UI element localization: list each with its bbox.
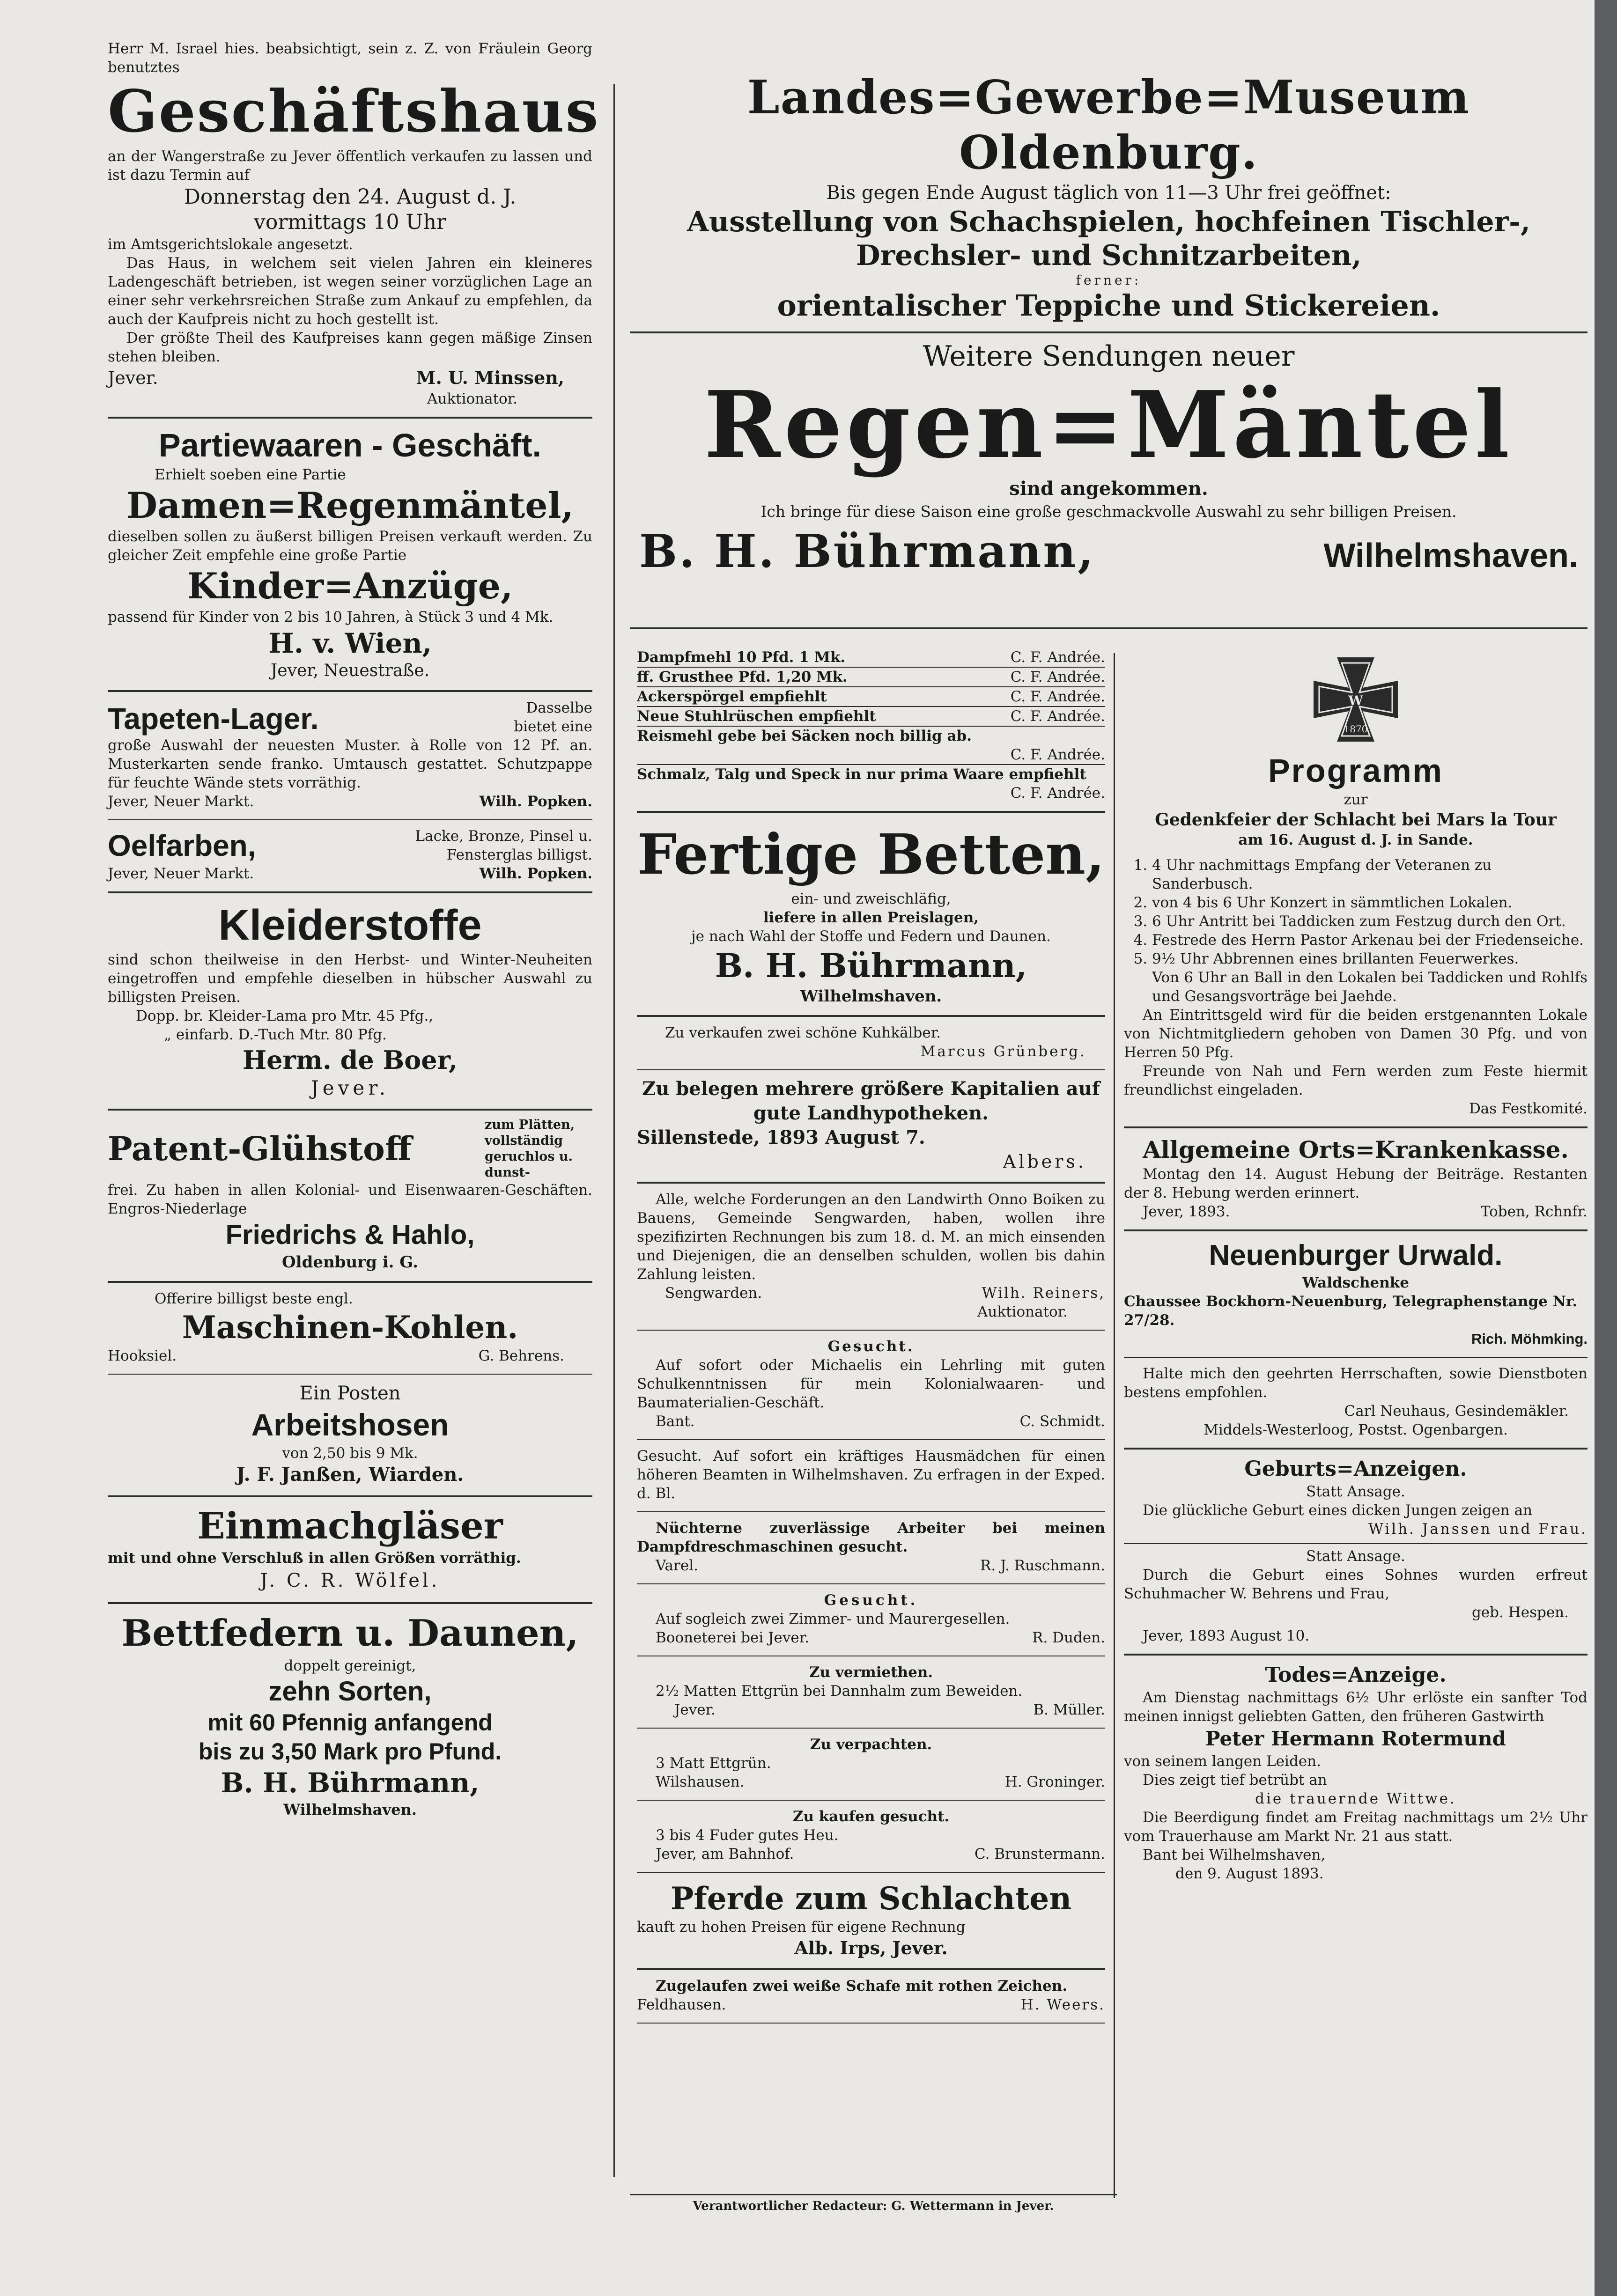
ad-tapeten (108, 692, 592, 820)
rm-l1: Weitere Sendungen neuer (923, 340, 1295, 373)
pr-zur: zur (1344, 791, 1368, 808)
ad-kuhkaelber (637, 1017, 1105, 1070)
scan-edge (1595, 0, 1617, 2296)
ad-zu-verpachten (637, 1729, 1105, 1801)
ps-body: kauft zu hohen Preisen für eigene Rechnung (637, 1919, 966, 1935)
ga2-body: Durch die Geburt eines Sohnes wurden erfreut Schuhmacher W. Behrens und Frau, (1124, 1567, 1587, 1602)
zk-body: 3 bis 4 Fuder gutes Heu. (656, 1827, 839, 1844)
ks-l1: Dopp. br. Kleider-Lama pro Mtr. 45 Pfg., (136, 1008, 434, 1024)
museum-hours: Bis gegen Ende August täglich von 11—3 Uhr frei geöffnet: (826, 182, 1391, 204)
mk-place: Hooksiel. (108, 1347, 177, 1364)
ar-place: Varel. (656, 1557, 698, 1574)
ks-title: Kleiderstoffe (218, 901, 482, 949)
eg-title: Einmachgläser (197, 1505, 503, 1547)
zv-body: 2½ Matten Ettgrün bei Dannhalm zum Beweiden. (656, 1683, 1023, 1700)
pr-item-3: 3. 6 Uhr Antritt bei Taddicken zum Festzug durch den Ort. (1152, 912, 1587, 931)
ad-maschinen-kohlen (108, 1283, 592, 1375)
pr-item-4: 4. Festrede des Herrn Pastor Arkenau bei der Friedenseiche. (1152, 931, 1587, 949)
kap-sign: Albers. (1003, 1151, 1086, 1172)
ge1-body: Auf sofort oder Michaelis ein Lehrling mit guten Schulkenntnissen für mein Kolonialwaaren- und Baumaterialien-Geschäft. (637, 1357, 1105, 1411)
ta-name: Peter Hermann Rotermund (1205, 1727, 1506, 1750)
pr-invite: Freunde von Nah und Fern werden zum Feste hiermit freundlichst eingeladen. (1124, 1063, 1587, 1098)
ad-gesucht-lehrling (637, 1331, 1105, 1440)
gh-date: Donnerstag den 24. August d. J. (184, 185, 517, 209)
ta-body: Am Dienstag nachmittags 6½ Uhr erlöste ein sanfter Tod meinen innigst geliebten Gatten, den früheren Gastwirth (1124, 1689, 1587, 1725)
andree-5: Reismehl gebe bei Säcken noch billig ab. (637, 728, 972, 744)
ah-sign: J. F. Janßen, Wiarden. (236, 1464, 464, 1486)
andree-6: Schmalz, Talg und Speck in nur prima Waare empfiehlt (637, 766, 1086, 783)
ad-pferde (637, 1873, 1105, 1970)
fb-name: B. H. Bührmann, (715, 946, 1027, 985)
zv-place: Jever. (674, 1701, 716, 1718)
ad-arbeitshosen (108, 1375, 592, 1497)
nu-sign: Rich. Möhmking. (1471, 1331, 1587, 1347)
pw-addr: Jever, Neuestraße. (270, 661, 430, 680)
gs-place: Middels-Westerloog, Postst. Ogenbargen. (1204, 1421, 1508, 1438)
ah-title: Arbeitshosen (251, 1407, 449, 1442)
gh-sign: M. U. Minssen, (416, 367, 564, 388)
ga-date: Jever, 1893 August 10. (1143, 1627, 1310, 1644)
andree-sign-6: C. F. Andrée. (1010, 785, 1105, 802)
ps-title: Pferde zum Schlachten (670, 1880, 1072, 1917)
gh-title: Geschäftshaus (108, 78, 600, 146)
andree-2: ff. Grusthee Pfd. 1,20 Mk. (637, 669, 848, 685)
ad-schafe (637, 1970, 1105, 2024)
ks-l2: „ einfarb. D.-Tuch Mtr. 80 Pfg. (164, 1026, 387, 1043)
pr-entry: An Eintrittsgeld wird für die beiden erstgenannten Lokale von Nichtmitgliedern gehoben von Damen 30 Pfg. und von Herren 50 Pfg. (1124, 1007, 1587, 1061)
pg-name: Friedrichs & Hahlo, (225, 1220, 475, 1250)
of-place: Jever, Neuer Markt. (108, 865, 254, 882)
andree-sign-1: C. F. Andrée. (1010, 649, 1105, 666)
rm-name: B. H. Bührmann, (639, 525, 1095, 578)
of-title: Oelfarben, (108, 829, 256, 862)
fb-l1: ein- und zweischläfig, (791, 890, 951, 907)
andree-1: Dampfmehl 10 Pfd. 1 Mk. (637, 649, 846, 666)
sc-place: Feldhausen. (637, 1996, 726, 2013)
bd-l4: bis zu 3,50 Mark pro Pfund. (198, 1738, 502, 1765)
ad-gesucht-hausmaedchen (637, 1440, 1105, 1512)
column-rule-right (1114, 653, 1115, 2198)
gh-intro: Herr M. Israel hies. beabsichtigt, sein z. Z. von Fräulein Georg benutztes (108, 40, 592, 76)
ta-l3: die trauernde Wittwe. (1255, 1790, 1456, 1807)
ge3-body: Auf sogleich zwei Zimmer- und Maurergesellen. (656, 1611, 1010, 1627)
ad-zu-vermiethen (637, 1656, 1105, 1729)
rm-big: Regen=Mäntel (704, 371, 1514, 479)
kk-l1: Zu verkaufen zwei schöne Kuhkälber. (665, 1024, 941, 1041)
gh-body4: Der größte Theil des Kaufpreises kann gegen mäßige Zinsen stehen bleiben. (108, 330, 592, 365)
andree-sign-2: C. F. Andrée. (1010, 669, 1105, 685)
top-ad-rule (630, 627, 1587, 629)
pw-body1: dieselben sollen zu äußerst billigen Preisen verkauft werden. Zu gleicher Zeit empfehle eine große Partie (108, 528, 592, 564)
pr-item-1: 1. 4 Uhr nachmittags Empfang der Veteranen zu Sanderbusch. (1152, 856, 1587, 893)
ad-kapitalien (637, 1070, 1105, 1184)
ta-title: Todes=Anzeige. (1265, 1663, 1447, 1687)
ge2-body: Gesucht. Auf sofort ein kräftiges Hausmädchen für einen höheren Beamten in Wilhelmshaven. Zu erfragen in der Exped. d. Bl. (637, 1448, 1105, 1502)
andree-3: Ackerspörgel empfiehlt (637, 688, 827, 705)
ga1-body: Die glückliche Geburt eines dicken Jungen zeigen an (1143, 1502, 1533, 1519)
cross-mark: W (1348, 693, 1363, 708)
museum-exh1: Ausstellung von Schachspielen, hochfeinen Tischler-, Drechsler- und Schnitzarbeiten, (687, 206, 1530, 272)
zp-sign: H. Groninger. (1004, 1774, 1105, 1790)
ok-body: Montag den 14. August Hebung der Beiträge. Restanten der 8. Hebung werden erinnert. (1124, 1166, 1587, 1201)
ta-l1: von seinem langen Leiden. (1124, 1753, 1321, 1770)
of-sign: Wilh. Popken. (479, 865, 592, 882)
pr-ball: Von 6 Uhr an Ball in den Lokalen bei Taddicken und Rohlfs und Gesangsvorträge bei Jaehde. (1152, 969, 1587, 1005)
ah-l1: Ein Posten (299, 1383, 401, 1404)
column-one (108, 33, 600, 1828)
ga2-sign: geb. Hespen. (1471, 1604, 1569, 1621)
column-rule-left (613, 84, 615, 2177)
column-three (1124, 641, 1587, 1891)
gh-body1: an der Wangerstraße zu Jever öffentlich verkaufen zu lassen und ist dazu Termin auf (108, 148, 592, 184)
museum-exh2: orientalischer Teppiche und Stickereien. (777, 288, 1440, 323)
gh-body3: Das Haus, in welchem seit vielen Jahren ein kleineres Ladengeschäft betrieben, ist wegen seiner vorzüglichen Lage an einer sehr verkehrsreichen Straße zum Ankauf zu empfehlen, da auch der Kaufpreis nicht zu hoch gestellt ist. (108, 255, 592, 328)
fo-role: Auktionator. (977, 1303, 1068, 1320)
andree-sign-4: C. F. Andrée. (1010, 708, 1105, 725)
nu-addr: Chaussee Bockhorn-Neuenburg, Telegraphenstange Nr. 27/28. (1124, 1293, 1578, 1329)
andree-sign-3: C. F. Andrée. (1010, 688, 1105, 705)
andree-sign-5: C. F. Andrée. (1010, 746, 1105, 763)
zp-body: 3 Matt Ettgrün. (656, 1755, 771, 1772)
ad-museum (630, 70, 1587, 333)
pr-item-2: 2. von 4 bis 6 Uhr Konzert in sämmtlichen Lokalen. (1152, 893, 1587, 912)
rm-l3: Ich bringe für diese Saison eine große geschmackvolle Auswahl zu sehr billigen Preisen. (761, 502, 1457, 521)
ta-l2: Dies zeigt tief betrübt an (1143, 1772, 1327, 1788)
fo-body: Alle, welche Forderungen an den Landwirth Onno Boiken zu Bauens, Gemeinde Sengwarden, haben, wollen ihre spezifizirten Rechnungen bis zum 18. d. M. an mich einsenden und Diejenigen, die an denselben schulden, wollen bis dahin Zahlung leisten. (637, 1191, 1105, 1283)
rm-place: Wilhelmshaven. (1323, 537, 1578, 574)
kap-l2: Sillenstede, 1893 August 7. (637, 1126, 925, 1148)
ks-place: Jever. (310, 1076, 390, 1099)
pw-body2: passend für Kinder von 2 bis 10 Jahren, à Stück 3 und 4 Mk. (108, 609, 554, 626)
gh-time: vormittags 10 Uhr (254, 210, 446, 234)
eg-body: mit und ohne Verschluß in allen Größen vorräthig. (108, 1550, 521, 1567)
fo-place: Sengwarden. (665, 1285, 762, 1302)
tp-side: Dasselbe bietet eine (514, 699, 592, 735)
ge1-sign: C. Schmidt. (1019, 1413, 1105, 1430)
pw-name: H. v. Wien, (268, 627, 432, 659)
kap-l1: Zu belegen mehrere größere Kapitalien auf gute Landhypotheken. (642, 1078, 1100, 1124)
rm-l2: sind angekommen. (1009, 478, 1208, 500)
pw-big2: Kinder=Anzüge, (187, 565, 513, 607)
bd-l1: doppelt gereinigt, (284, 1657, 416, 1674)
ga2-h: Statt Ansage. (1306, 1548, 1405, 1565)
zv-h: Zu vermiethen. (809, 1664, 933, 1681)
iron-cross-icon (1309, 653, 1403, 746)
of-side: Lacke, Bronze, Pinsel u. Fensterglas billigst. (415, 828, 592, 863)
zk-place: Jever, am Bahnhof. (656, 1846, 794, 1862)
bd-l3: mit 60 Pfennig anfangend (207, 1709, 493, 1736)
mk-sign: G. Behrens. (478, 1347, 564, 1364)
andree-4: Neue Stuhlrüschen empfiehlt (637, 708, 876, 725)
ge1-h: Gesucht. (827, 1338, 915, 1355)
museum-ferner: ferner: (1076, 272, 1142, 288)
pg-place: Oldenburg i. G. (282, 1253, 418, 1272)
fo-sign: Wilh. Reiners, (982, 1285, 1105, 1302)
ge1-place: Bant. (656, 1413, 695, 1430)
fb-l3: je nach Wahl der Stoffe und Federn und Daunen. (691, 928, 1051, 945)
nu-sub: Waldschenke (1302, 1274, 1409, 1291)
column-two (637, 641, 1105, 2024)
ge3-place: Booneterei bei Jever. (656, 1629, 810, 1646)
ks-name: Herm. de Boer, (243, 1045, 458, 1075)
ad-todesanzeige (1124, 1656, 1587, 1891)
ok-place: Jever, 1893. (1143, 1203, 1230, 1220)
bd-title: Bettfedern u. Daunen, (121, 1612, 579, 1655)
ad-andree (637, 641, 1105, 813)
pr-sign: Das Festkomité. (1469, 1100, 1587, 1117)
ar-body: Nüchterne zuverlässige Arbeiter bei meinen Dampfdreschmaschinen gesucht. (637, 1520, 1105, 1555)
ks-body: sind schon theilweise in den Herbst- und Winter-Neuheiten eingetroffen und empfehle dieselben in hübscher Auswahl zu billigsten Preisen. (108, 951, 592, 1006)
eg-sign: J. C. R. Wölfel. (260, 1570, 440, 1591)
tp-body: große Auswahl der neuesten Muster. à Rolle von 12 Pf. an. Musterkarten sende franko. Umtausch gestattet. Schutzpappe für feuchte Wände stets vorräthig. (108, 737, 592, 791)
ad-einmachglaeser (108, 1497, 592, 1604)
pg-body: frei. Zu haben in allen Kolonial- und Eisenwaaren-Geschäften. Engros-Niederlage (108, 1182, 592, 1217)
ad-zu-kaufen (637, 1801, 1105, 1873)
sc-sign: H. Weers. (1020, 1996, 1105, 2013)
museum-title: Landes=Gewerbe=Museum Oldenburg. (747, 71, 1470, 180)
zk-h: Zu kaufen gesucht. (792, 1808, 950, 1825)
pg-title: Patent-Glühstoff (108, 1129, 412, 1168)
footer-editor: Verantwortlicher Redacteur: G. Wettermann in Jever. (630, 2194, 1117, 2214)
pg-side: zum Plätten, vollständig geruchlos u. dunst- (485, 1118, 575, 1180)
ad-programm (1124, 641, 1587, 1128)
mk-l1: Offerire billigst beste engl. (155, 1290, 353, 1307)
ta-l6: den 9. August 1893. (1175, 1865, 1324, 1882)
pr-list (1124, 856, 1587, 968)
cross-year: 1870 (1344, 723, 1368, 735)
iron-cross (1124, 648, 1587, 751)
tp-place: Jever, Neuer Markt. (108, 793, 254, 810)
nu-title: Neuenburger Urwald. (1209, 1239, 1503, 1272)
ad-regenmaentel (630, 333, 1587, 578)
ta-l5: Bant bei Wilhelmshaven, (1143, 1847, 1326, 1863)
tp-title: Tapeten-Lager. (108, 702, 319, 736)
ta-l4: Die Beerdigung findet am Freitag nachmittags um 2½ Uhr vom Trauerhause am Markt Nr. 21 aus statt. (1124, 1809, 1587, 1845)
pw-l1: Erhielt soeben eine Partie (155, 466, 346, 483)
ad-ortskrankenkasse (1124, 1128, 1587, 1231)
ad-forderungen (637, 1184, 1105, 1331)
kk-sign: Marcus Grünberg. (920, 1043, 1086, 1060)
ad-geschaeftshaus (108, 33, 600, 419)
top-ad-area (630, 70, 1587, 578)
ga1-h: Statt Ansage. (1306, 1483, 1405, 1500)
gh-body2: im Amtsgerichtslokale angesetzt. (108, 236, 353, 253)
bd-place: Wilhelmshaven. (283, 1801, 417, 1818)
gh-place: Jever. (108, 368, 158, 388)
ad-partiewaaren (108, 419, 592, 692)
ad-bettfedern (108, 1604, 592, 1828)
ar-sign: R. J. Ruschmann. (980, 1557, 1105, 1574)
pr-l1: Gedenkfeier der Schlacht bei Mars la Tour (1155, 810, 1557, 830)
ad-oelfarben (108, 820, 592, 893)
pw-title: Partiewaaren - Geschäft. (159, 427, 541, 464)
ge3-sign: R. Duden. (1032, 1629, 1105, 1646)
ad-geburtsanzeigen (1124, 1450, 1587, 1656)
ad-gesindemaekler (1124, 1358, 1587, 1450)
zp-h: Zu verpachten. (810, 1736, 932, 1753)
pw-big1: Damen=Regenmäntel, (126, 485, 574, 526)
ok-title: Allgemeine Orts=Krankenkasse. (1143, 1136, 1569, 1163)
zp-place: Wilshausen. (656, 1774, 745, 1790)
ps-sign: Alb. Irps, Jever. (794, 1937, 948, 1958)
ad-neuenburger-urwald (1124, 1231, 1587, 1358)
gh-role: Auktionator. (427, 390, 517, 407)
sc-body: Zugelaufen zwei weiße Schafe mit rothen Zeichen. (656, 1978, 1068, 1994)
ad-gesucht-gesellen (637, 1584, 1105, 1656)
bd-name: B. H. Bührmann, (221, 1767, 480, 1799)
fb-place: Wilhelmshaven. (800, 987, 942, 1006)
pr-item-5: 5. 9½ Uhr Abbrennen eines brillanten Feuerwerkes. (1152, 949, 1587, 968)
mk-title: Maschinen-Kohlen. (182, 1309, 518, 1346)
ga-title: Geburts=Anzeigen. (1244, 1457, 1467, 1481)
gs-sign: Carl Neuhaus, Gesindemäkler. (1344, 1403, 1569, 1420)
gs-body: Halte mich den geehrten Herrschaften, sowie Dienstboten bestens empfohlen. (1124, 1365, 1587, 1401)
fb-l2: liefere in allen Preislagen, (763, 909, 979, 926)
ga1-sign: Wilh. Janssen und Frau. (1368, 1521, 1587, 1538)
zk-sign: C. Brunstermann. (974, 1846, 1105, 1862)
pr-l2: am 16. August d. J. in Sande. (1238, 832, 1473, 848)
ge3-h: Gesucht. (824, 1592, 918, 1609)
ad-patent-gluehstoff (108, 1111, 592, 1283)
ok-sign: Toben, Rchnfr. (1480, 1203, 1587, 1220)
ad-fertige-betten (637, 813, 1105, 1017)
pr-title: Programm (1268, 752, 1444, 789)
tp-sign: Wilh. Popken. (479, 793, 592, 810)
fb-title: Fertige Betten, (637, 822, 1105, 887)
ad-kleiderstoffe (108, 893, 592, 1111)
ad-arbeiter (637, 1512, 1105, 1584)
zv-sign: B. Müller. (1033, 1701, 1105, 1718)
ah-l2: von 2,50 bis 9 Mk. (282, 1445, 418, 1462)
bd-l2: zehn Sorten, (268, 1676, 432, 1707)
